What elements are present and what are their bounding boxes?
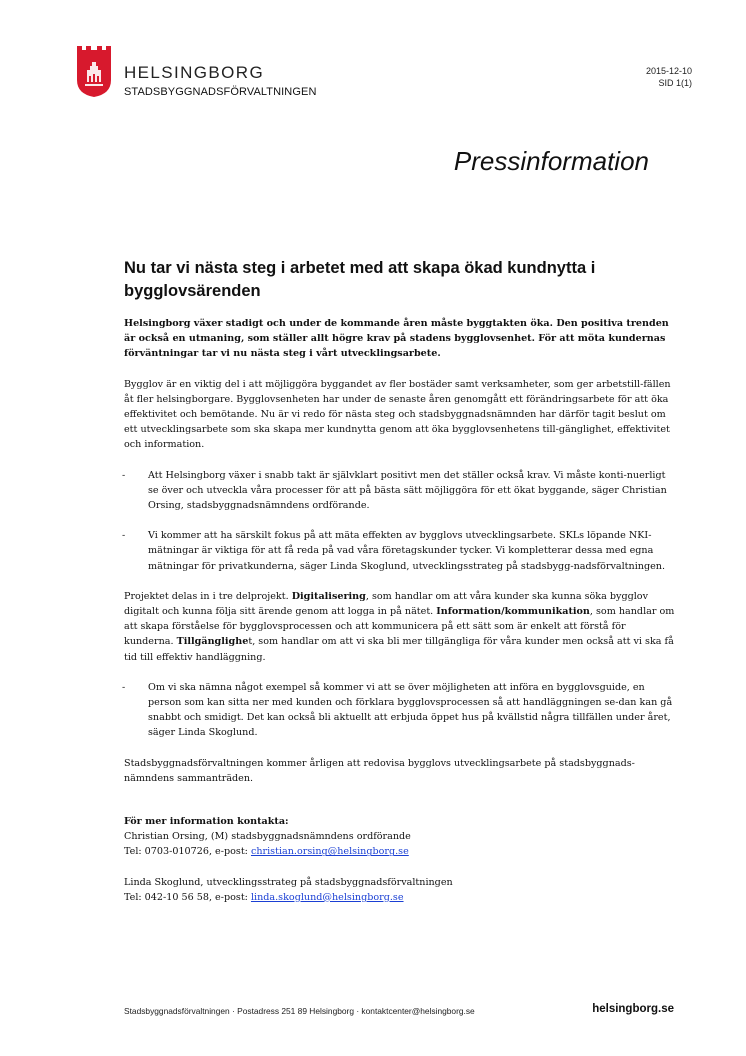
contact-name: Christian Orsing, (M) stadsbyggnadsnämndens ordförande <box>124 831 411 843</box>
article-body <box>124 316 676 905</box>
contact-tel: Tel: 0703-010726, e-post: <box>124 846 251 858</box>
quote-item <box>124 528 676 574</box>
contact-section <box>124 814 676 905</box>
footer-address: Stadsbyggnadsförvaltningen · Postadress 251 89 Helsingborg · kontaktcenter@helsingborg.se <box>124 1006 475 1016</box>
org-name: HELSINGBORG <box>124 63 265 82</box>
bold-term: Tillgänglighe <box>176 636 249 648</box>
paragraph-subprojects <box>124 589 676 665</box>
quote-text: Vi kommer att ha särskilt fokus på att mäta effekten av bygglovs utvecklingsarbete. SKLs löpande NKI-mätningar är viktiga för att få reda på vad våra företagskunder tycker. Vi kompletterar dessa med egna mätningar för privatkunderna, säger Linda Skoglund, utvecklingsstrateg på stadsbygg-nadsförvaltningen. <box>148 530 665 572</box>
helsingborg-crest-logo <box>76 44 112 98</box>
dash-marker: - <box>122 469 126 481</box>
page-number: SID 1(1) <box>658 78 692 88</box>
dash-marker: - <box>122 681 126 693</box>
lead-paragraph: Helsingborg växer stadigt och under de kommande åren måste byggtakten öka. Den positiva trenden är också en utmaning, som ställer allt högre krav på stadens bygglovsenhet. För att möta kundernas förväntningar tar vi nu nästa steg i vårt utvecklingsarbete. <box>124 318 669 360</box>
contact-heading: För mer information kontakta: <box>124 816 289 828</box>
email-link[interactable]: christian.orsing@helsingborg.se <box>250 846 409 858</box>
quote-text: Om vi ska nämna något exempel så kommer vi att se över möjligheten att införa en bygglovsguide, en person som kan sitta ner med kunden och förklara bygglovsprocessen så att handläggningen se-dan kan gå snabbt och smidigt. Det kan också bli aktuellt att erbjuda öppet hus på kvällstid några tillfällen under året, säger Linda Skoglund. <box>148 681 673 739</box>
quote-item <box>124 680 676 741</box>
contact-name: Linda Skoglund, utvecklingsstrateg på stadsbyggnadsförvaltningen <box>124 876 453 888</box>
document-type: Pressinformation <box>453 146 649 176</box>
dash-marker: - <box>122 530 126 542</box>
text-run: t, som handlar om att vi ska bli mer tillgängliga för våra kunder men också att vi ska få tid till effektiv handläggning. <box>124 636 674 663</box>
text-run: , som handlar om att våra kunder ska kunna söka bygglov digitalt och kunna följa sitt ärende genom att logga in på nätet. <box>124 590 648 618</box>
paragraph: Stadsbyggnadsförvaltningen kommer årligen att redovisa bygglovs utvecklingsarbete på stadsbyggnads-nämndens sammanträden. <box>124 757 635 784</box>
bold-term: Information/kommunikation <box>436 606 590 618</box>
footer-website[interactable]: helsingborg.se <box>592 1003 674 1015</box>
contact-phone <box>124 890 676 905</box>
quote-item <box>124 468 676 514</box>
text-run: , som handlar om att skapa förståelse för bygglovsprocessen och att kommunicera på ett sätt som är enkelt att förstå för kunderna. <box>124 606 675 648</box>
quote-text: Att Helsingborg växer i snabb takt är självklart positivt men det ställer också krav. Vi måste konti-nuerligt se över och utveckla våra processer för att på bästa sätt möjliggöra för ett ökat byggande, säger Christian Orsing, stadsbyggnadsnämndens ordförande. <box>148 469 667 512</box>
bold-term: Digitalisering <box>291 590 366 602</box>
document-date: 2015-12-10 <box>645 66 692 76</box>
contact-phone <box>124 844 676 859</box>
document-meta <box>646 65 692 89</box>
contact-tel: Tel: 042-10 56 58, e-post: <box>124 891 251 903</box>
department-name: STADSBYGGNADSFÖRVALTNINGEN <box>124 86 317 98</box>
email-link[interactable]: linda.skoglund@helsingborg.se <box>250 891 404 903</box>
headline: Nu tar vi nästa steg i arbetet med att skapa ökad kundnytta i bygglovsärenden <box>124 259 596 300</box>
text-run: Projektet delas in i tre delprojekt. <box>124 590 292 602</box>
paragraph: Bygglov är en viktig del i att möjliggöra byggandet av fler bostäder samt verksamheter, som ger arbetstill-fällen åt fler helsingborgare. Bygglovsenheten har under de senaste åren genomgått ett förändringsarbete för att öka effektivitet och bemötande. Nu är vi redo för nästa steg och stadsbyggnadsnämnden har därför tagit beslut om ett utvecklingsarbete som ska skapa mer kundnytta genom att öka bygglovsenhetens till-gänglighet, effektivitet och information. <box>124 378 671 451</box>
